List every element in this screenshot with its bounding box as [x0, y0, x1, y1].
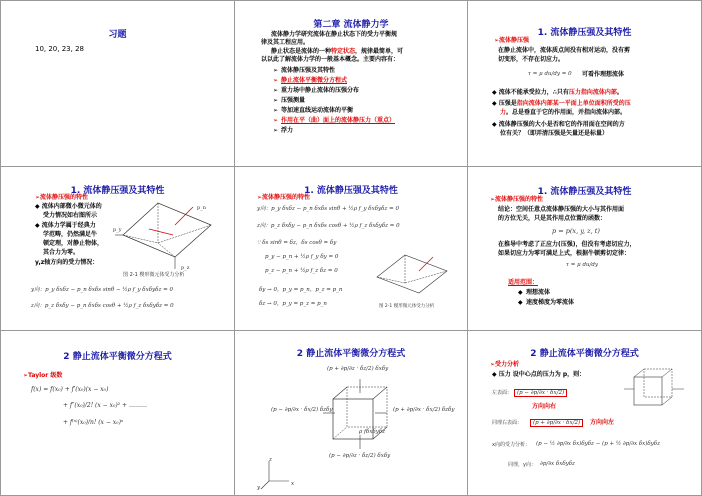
svg-text:p_n: p_n — [197, 205, 206, 211]
scope-heading: 适用范围： — [508, 279, 539, 286]
right-face-force: (p + ∂p/∂x · δx/2) δzδy — [393, 407, 455, 413]
para-line: 学范畴，仍然满足牛 — [43, 231, 98, 238]
face-label: 同理右表面： — [492, 420, 523, 426]
list-item-label: 等加速直线运动流体的平衡 — [281, 107, 354, 114]
slide-title: 第二章 流体静力学 — [313, 20, 389, 30]
subtitle: ➢受力分析 — [490, 361, 520, 368]
wedge-element-diagram — [371, 249, 453, 301]
list-item-label: 静止流体平衡微分方程式 — [281, 77, 348, 84]
direction-note: 方向向左 — [590, 419, 615, 426]
slide-1 — [1, 1, 234, 166]
exercise-list: 10, 20, 23, 28 — [35, 45, 84, 53]
figure-caption: 图 2-1 楔形微元体受力分析 — [123, 272, 185, 278]
list-item — [273, 67, 335, 75]
bottom-face-force: (p − ∂p/∂z · δz/2) δxδy — [329, 453, 391, 459]
list-item — [518, 289, 550, 297]
right-face-force: (p + ∂p/∂x · δx/2) — [530, 419, 583, 427]
list-item — [273, 77, 347, 85]
formula-note: 可看作理想流体 — [582, 71, 625, 78]
bullet-line: ◆ 压强是指向流体内部某一平面上单位面积所受的压 — [492, 100, 631, 107]
slide-9 — [468, 331, 701, 495]
bullet-line: 力。总是垂直于它的作用面，并指向流体内部。 — [500, 109, 627, 116]
equation: δy → 0，p_y = p_n，p_z = p_n — [259, 287, 343, 293]
para-line: 结论：空间任意点流体静压强的大小与其作用面 — [498, 206, 625, 213]
arrow-bullet-icon: ➢ — [273, 107, 279, 114]
equation: δz → 0，p_y = p_z = p_n — [259, 301, 327, 307]
slide-title: 2 静止流体平衡微分方程式 — [63, 352, 172, 362]
diamond-bullet-icon: ◆ — [518, 299, 523, 306]
arrow-bullet-icon: ➢ — [273, 127, 279, 134]
bullet-line: ◆ 流体不能承受拉力，∴只有压力指向流体内部。 — [492, 89, 623, 96]
slide-title: 2 静止流体平衡微分方程式 — [296, 349, 406, 359]
bullet-line: 位有关？（即弄清压强是矢量还是标量） — [500, 130, 609, 137]
slide-5 — [235, 167, 467, 330]
para-line: 如果切应力为零可满足上式，根据牛顿剪切定律： — [498, 250, 631, 257]
newton-shear-formula: τ = μ du/dy — [566, 262, 599, 268]
subtitle: ➢流体静压强 — [494, 37, 530, 44]
axis-x-label: x — [291, 481, 295, 487]
slide-6 — [468, 167, 701, 330]
subtitle: ➢流体静压强的特性 — [35, 194, 89, 201]
subtitle: ➢流体静压强的特性 — [490, 196, 544, 203]
left-face-force: (p − ∂p/∂x · δx/2) δzδy — [271, 407, 333, 413]
list-item-label: 理想流体 — [526, 289, 551, 296]
list-item — [273, 107, 353, 115]
slide-title: 1. 流体静压强及其特性 — [304, 186, 398, 196]
para-line: y,z轴方向的受力情况： — [35, 259, 99, 266]
face-label: 左表面： — [492, 390, 513, 396]
para-line: 律及其工程应用。 — [261, 39, 310, 46]
slide-2 — [235, 1, 467, 166]
list-item-label: 流体静压强及其特性 — [281, 67, 336, 74]
cube-element-diagram — [263, 369, 443, 493]
para-line: ◆ 流体内部微小微元体的 — [35, 203, 102, 210]
taylor-line: f(x) = f(x₀) + f′(x₀)(x − x₀) — [31, 386, 109, 393]
list-item — [273, 97, 305, 105]
para-line: 切变形，不存在切应力。 — [498, 56, 565, 63]
list-item — [273, 117, 395, 125]
direction-note: 方向向右 — [532, 403, 557, 410]
equation-y: y向：p_y δxδz − p_n δxδs sinθ − ½ρ f_y δxδyδz = 0 — [31, 287, 173, 293]
equation: z向：p_z δxδy − p_n δxδs cosθ + ½ρ f_z δxδyδz = 0 — [257, 223, 400, 229]
slide-title: 1. 流体静压强及其特性 — [70, 186, 165, 196]
bullet-line: ◆ 压力 设中心点的压力为 p，则： — [492, 371, 586, 378]
slide-8 — [235, 331, 467, 495]
arrow-bullet-icon: ➢ — [273, 117, 279, 124]
x-balance: (p − ½ ∂p/∂x δx)δyδz − (p + ½ ∂p/∂x δx)δyδz — [536, 441, 661, 447]
list-item-label: 作用在平（曲）面上的流体静压力（重点） — [281, 117, 396, 124]
top-face-force: (p + ∂p/∂z · δz/2) δxδy — [327, 366, 389, 372]
para-line: 在静止流体中，流体质点间没有相对运动，没有剪 — [498, 47, 631, 54]
arrow-bullet-icon: ➢ — [273, 87, 279, 94]
para-line: 受力情况如右图所示 — [43, 212, 98, 219]
left-face-force: (p − ∂p/∂x · δx/2) — [514, 389, 567, 397]
para-line: 其合力为零。 — [43, 249, 80, 256]
para-line: ◆ 流体力学属于经典力 — [35, 222, 96, 229]
list-item-label: 重力场中静止流体的压强分布 — [281, 87, 360, 94]
equation: p_y − p_n + ½ρ f_y δy = 0 — [265, 254, 339, 260]
viscous-formula: τ = μ du/dy = 0 — [528, 71, 572, 77]
cube-mini-diagram — [620, 359, 690, 421]
arrow-bullet-icon: ➢ — [273, 97, 279, 104]
equation-label: x向的受力分析： — [492, 442, 530, 448]
equation: p_z − p_n + ½ρ f_z δz = 0 — [265, 268, 338, 274]
equation-label: 同理，y向： — [508, 462, 536, 468]
figure-caption: 图 2-1 楔形微元体受力分析 — [379, 304, 435, 309]
diamond-bullet-icon: ◆ — [518, 289, 523, 296]
x-result: ∂p/∂x δxδyδz — [540, 461, 575, 467]
list-item-label: 速度梯度为零流体 — [526, 299, 575, 306]
taylor-line: + f″(x₀)/2! (x − x₀)² + ……… — [63, 402, 147, 409]
pressure-function: p = p(x, y, z, t) — [552, 227, 600, 235]
svg-text:p_z: p_z — [181, 265, 190, 271]
para-line: 在推导中考虑了正应力(压强)，但没有考虑切应力， — [498, 241, 636, 248]
list-item — [273, 87, 359, 95]
svg-text:p_y: p_y — [113, 227, 122, 233]
equation: y向：p_y δxδz − p_n δxδs sinθ + ½ρ f_y δxδyδz = 0 — [257, 206, 399, 212]
subtitle: ➢Taylor 级数 — [23, 372, 63, 379]
slide-title: 1. 流体静压强及其特性 — [537, 187, 632, 197]
para-line: 顿定理，对静止物体， — [43, 240, 104, 247]
arrow-bullet-icon: ➢ — [273, 67, 279, 74]
slide-4 — [1, 167, 234, 330]
slide-title: 2 静止流体平衡微分方程式 — [530, 349, 639, 359]
equation: ∵ δs sinθ = δz，δs cosθ = δy — [257, 240, 337, 246]
subtitle: ➢流体静压强的特性 — [257, 194, 311, 201]
wedge-element-diagram — [113, 195, 221, 271]
axis-y-label: y — [257, 485, 261, 491]
list-item — [273, 127, 293, 135]
taylor-line: + f⁽ⁿ⁾(x₀)/n! (x − x₀)ⁿ — [63, 419, 124, 426]
list-item-label: 浮力 — [281, 127, 294, 134]
para-line: 静止状态是流体的一种特定状态，规律最简单，可 — [271, 48, 404, 55]
para-line: 流体静力学研究流体在静止状态下的受力平衡规 — [271, 31, 398, 38]
bullet-line: ◆ 流体静压强的大小是否和它的作用面在空间的方 — [492, 121, 625, 128]
slide-7 — [1, 331, 234, 495]
para-line: 以以此了解流体力学的一般基本概念。主要内容有： — [261, 56, 400, 63]
slide-title: 习题 — [108, 30, 127, 40]
equation-z: z向：p_z δxδy − p_n δxδs cosθ + ½ρ f_z δxδyδz = 0 — [31, 303, 174, 309]
slide-title: 1. 流体静压强及其特性 — [537, 28, 632, 38]
list-item — [518, 299, 574, 307]
body-force: ρ fδxδyδz — [359, 429, 386, 435]
axis-z-label: z — [269, 457, 272, 463]
para-line: 的方位无关，只是其作用点位置的函数： — [498, 215, 607, 222]
arrow-bullet-icon: ➢ — [273, 77, 279, 84]
slide-3 — [468, 1, 701, 166]
list-item-label: 压强测量 — [281, 97, 306, 104]
